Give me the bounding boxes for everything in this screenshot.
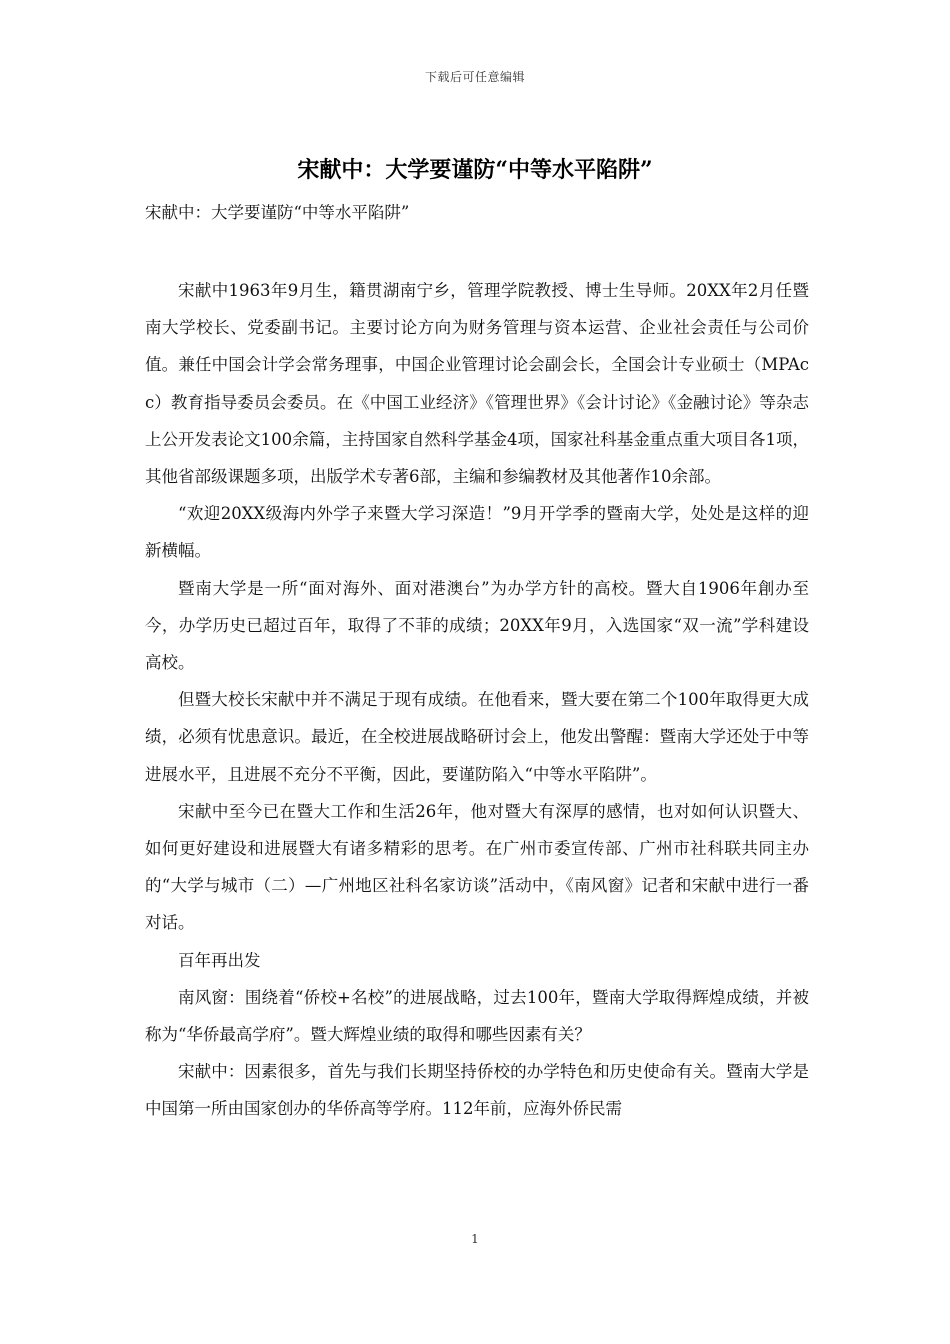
page-number: 1	[471, 1232, 479, 1246]
paragraph-warning: 但暨大校长宋献中并不满足于现有成绩。在他看来，暨大要在第二个100年取得更大成绩，必须有忧患意识。最近，在全校进展战略研讨会上，他发出警醒：暨南大学还处于中等进展水平，且进展不充分不平衡，因此，要谨防陷入“中等水平陷阱”。	[145, 690, 809, 784]
paragraph-interview-intro: 宋献中至今已在暨大工作和生活26年，他对暨大有深厚的感情，也对如何认识暨大、如何更好建设和进展暨大有诸多精彩的思考。在广州市委宣传部、广州市社科联共同主办的“大学与城市（二）—广州地区社科名家访谈”活动中，《南风窗》记者和宋献中进行一番对话。	[145, 801, 809, 933]
paragraph-question: 南风窗：围绕着“侨校+名校”的进展战略，过去100年，暨南大学取得辉煌成绩，并被称为“华侨最高学府”。暨大辉煌业绩的取得和哪些因素有关？	[145, 987, 809, 1045]
page-header-note: 下载后可任意编辑	[424, 70, 525, 84]
paragraph-welcome: “欢迎20XX级海内外学子来暨大学习深造！”9月开学季的暨南大学，处处是这样的迎新横幅。	[145, 504, 809, 561]
paragraph-answer: 宋献中：因素很多，首先与我们长期坚持侨校的办学特色和历史使命有关。暨南大学是中国第一所由国家创办的华侨高等学府。112年前，应海外侨民需	[145, 1062, 809, 1119]
paragraph-bio: 宋献中1963年9月生，籍贯湖南宁乡，管理学院教授、博士生导师。20XX年2月任暨南大学校长、党委副书记。主要讨论方向为财务管理与资本运营、企业社会责任与公司价值。兼任中国会计学会常务理事，中国企业管理讨论会副会长，全国会计专业硕士（MPAcc）教育指导委员会委员。在《中国工业经济》《管理世界》《会计讨论》《金融讨论》等杂志上公开发表论文100余篇，主持国家自然科学基金4项，国家社科基金重点重大项目各1项，其他省部级课题多项，出版学术专著6部，主编和参编教材及其他著作10余部。	[145, 281, 809, 487]
document-title: 宋献中：大学要谨防“中等水平陷阱”	[297, 157, 653, 183]
document-body	[145, 195, 809, 1128]
section-heading: 百年再出发	[178, 950, 261, 970]
paragraph-university-intro: 暨南大学是一所“面对海外、面对港澳台”为办学方针的高校。暨大自1906年創办至今，办学历史已超过百年，取得了不菲的成绩；20XX年9月，入选国家“双一流”学科建设高校。	[145, 578, 809, 673]
document-subtitle: 宋献中：大学要谨防“中等水平陷阱”	[145, 203, 410, 222]
blank-line	[145, 231, 809, 272]
